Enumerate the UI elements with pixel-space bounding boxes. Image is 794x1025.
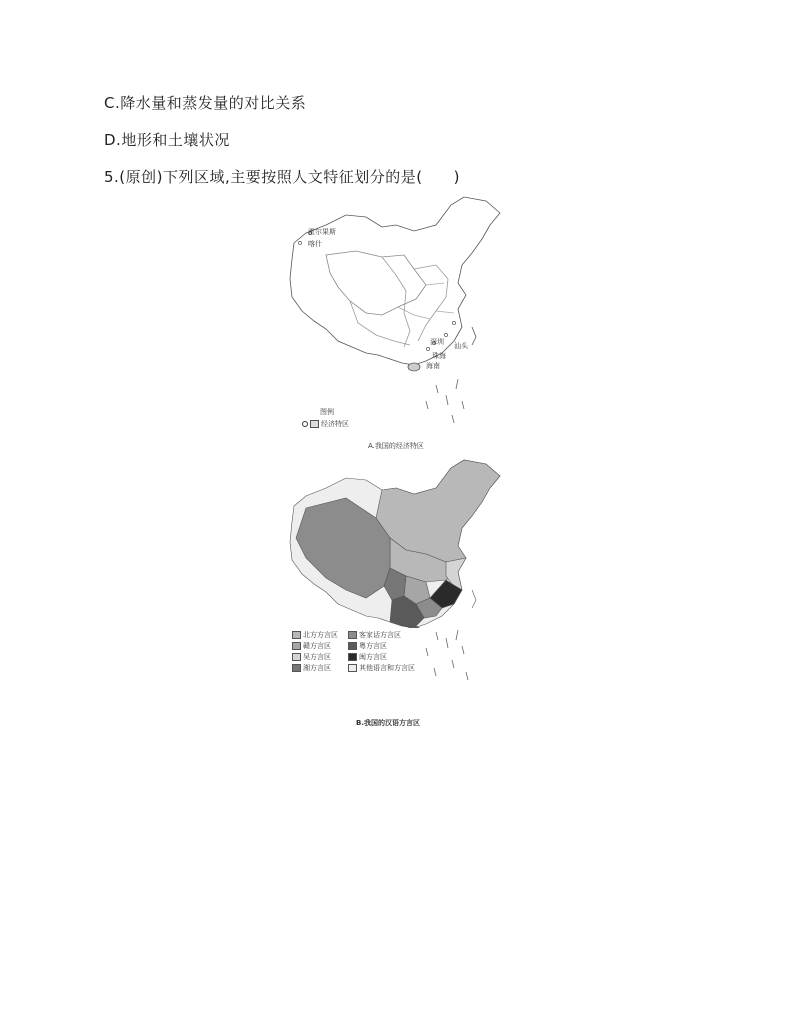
label-kashgar: 喀什 xyxy=(308,240,322,248)
legend-title: 图例 xyxy=(320,408,334,416)
zone-dot-icon xyxy=(302,421,308,427)
question-5: 5.(原创)下列区域,主要按照人文特征划分的是( ) xyxy=(104,168,460,186)
legend-northern-label: 北方方言区 xyxy=(303,631,338,639)
label-zhuhai: 珠海 xyxy=(432,352,446,360)
figure-b-caption: B.我国的汉语方言区 xyxy=(356,719,420,727)
figure-a-caption: A.我国的经济特区 xyxy=(368,442,424,450)
legend-economic-zone-label: 经济特区 xyxy=(321,420,349,428)
legend-wu-label: 吴方言区 xyxy=(303,653,331,661)
economic-zones-map xyxy=(286,195,506,428)
china-dialect-map xyxy=(286,458,506,628)
zone-swatch xyxy=(310,420,319,428)
label-shantou: 汕头 xyxy=(454,342,468,350)
legend-other-label: 其他语言和方言区 xyxy=(359,664,415,672)
south-sea-islands xyxy=(286,628,506,688)
label-horgos: 霍尔果斯 xyxy=(308,228,336,236)
legend-yue-label: 粤方言区 xyxy=(359,642,387,650)
legend-min-label: 闽方言区 xyxy=(359,653,387,661)
dialect-regions-map xyxy=(286,458,506,690)
legend-economic-zone xyxy=(302,419,349,429)
label-hainan: 海南 xyxy=(426,362,440,370)
legend-hakka-label: 客家话方言区 xyxy=(359,631,401,639)
legend-gan-label: 赣方言区 xyxy=(303,642,331,650)
label-shenzhen: 深圳 xyxy=(430,338,444,346)
option-c: C.降水量和蒸发量的对比关系 xyxy=(104,94,307,112)
option-d: D.地形和土壤状况 xyxy=(104,131,230,149)
legend-xiang-label: 湘方言区 xyxy=(303,664,331,672)
